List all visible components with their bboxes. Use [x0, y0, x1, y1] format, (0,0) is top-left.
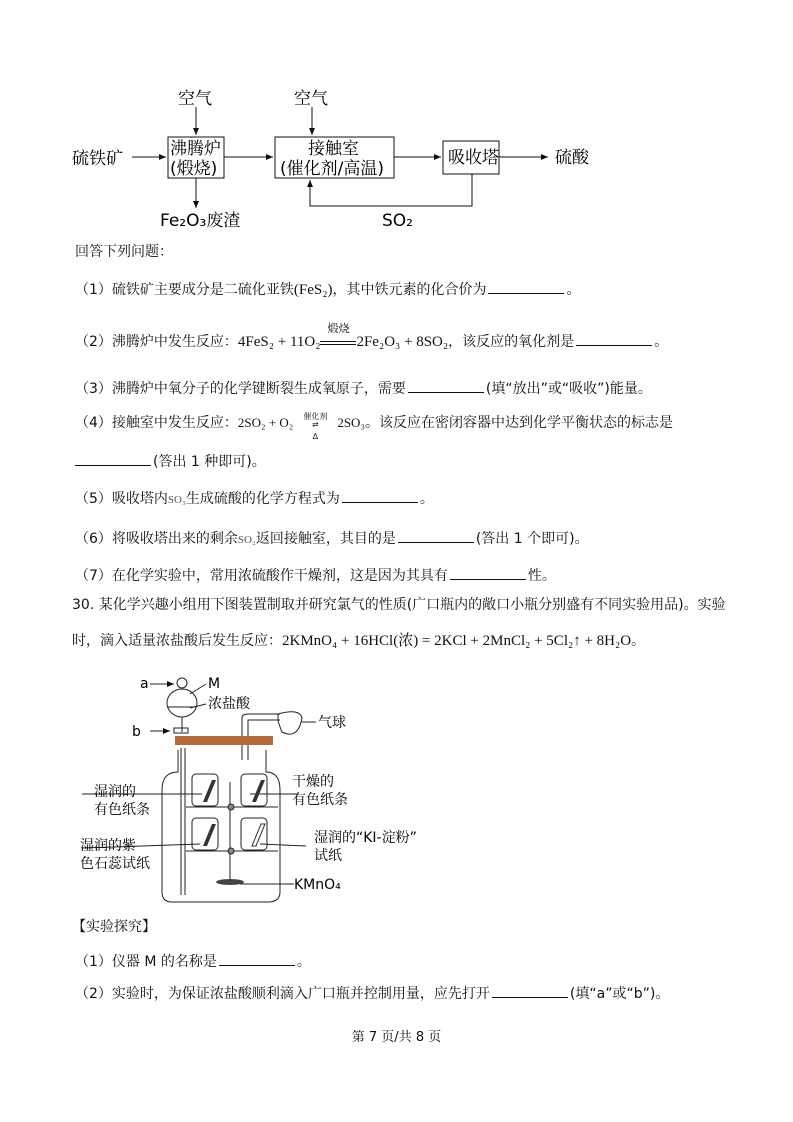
explore-question-1	[75, 951, 311, 971]
answer-blank[interactable]	[450, 565, 526, 580]
intro: 回答下列问题：	[75, 244, 173, 260]
q2-eq-left: 4FeS₂ + 11O₂	[237, 334, 321, 350]
q30-text: 时，滴入适量浓盐酸后发生反应：	[72, 633, 282, 649]
litmus-label-1: 湿润的紫	[80, 838, 136, 854]
q1-formula: (FeS₂)	[293, 282, 333, 298]
question-4	[75, 412, 673, 441]
air-label-2: 空气	[294, 89, 328, 109]
section-title: 【实验探究】	[72, 919, 156, 935]
q2-text: （2）沸腾炉中发生反应：	[75, 334, 238, 350]
contact-label: 接触室	[308, 139, 359, 159]
explore-question-2	[75, 983, 669, 1003]
apparatus-diagram	[70, 670, 450, 910]
answer-blank[interactable]	[408, 378, 484, 393]
e2-text: （2）实验时，为保证浓盐酸顺利滴入广口瓶并控制用量，应先打开	[75, 986, 490, 1002]
wet-paper-label-2: 有色纸条	[94, 802, 150, 818]
q6-text: （6）将吸收塔出来的剩余	[75, 531, 238, 547]
question-30-line1: 30. 某化学兴趣小组用下图装置制取并研究氯气的性质(广口瓶内的敞口小瓶分别盛有不同实验用品)。实验	[72, 597, 726, 613]
page-footer: 第 7 页/共 8 页	[351, 1030, 442, 1045]
q2-eq-right: 2Fe₂O₃ + 8SO₂	[356, 334, 449, 350]
q4-eq-left: 2SO₂ + O₂	[237, 415, 294, 430]
balloon-label: 气球	[318, 715, 346, 731]
q4-cond-top: 催化剂	[303, 412, 328, 421]
answer-blank[interactable]	[342, 488, 418, 503]
answer-blank[interactable]	[219, 951, 295, 966]
hcl-label: 浓盐酸	[208, 696, 250, 712]
process-flow-diagram	[60, 80, 620, 240]
q4-text-3: (答出 1 种即可)。	[153, 454, 266, 470]
ki-paper-label-2: 试纸	[314, 848, 342, 864]
question-2	[75, 322, 669, 352]
question-1	[75, 279, 580, 299]
q3-text: （3）沸腾炉中氧分子的化学键断裂生成氧原子，需要	[75, 381, 406, 397]
q2-cond-text: 煅烧	[327, 322, 350, 335]
question-4-cont	[75, 451, 266, 471]
contact-sub-label: (催化剂/高温)	[280, 159, 384, 179]
stopper	[175, 736, 273, 745]
q6-formula: SO₂	[237, 534, 256, 546]
kmno4-label: KMnO₄	[294, 877, 341, 893]
litmus-label-2: 色石蕊试纸	[80, 856, 150, 872]
q7-text: （7）在化学实验中，常用浓硫酸作干燥剂，这是因为其具有	[75, 568, 448, 584]
answer-blank[interactable]	[488, 279, 564, 294]
question-5	[75, 488, 434, 509]
answer-blank[interactable]	[75, 451, 151, 466]
air-label-1: 空气	[178, 89, 212, 109]
residue-label: Fe₂O₃废渣	[160, 211, 241, 231]
question-6	[75, 528, 589, 549]
ore-label: 硫铁矿	[72, 149, 123, 169]
answer-blank[interactable]	[576, 331, 652, 346]
q1-text: （1）硫铁矿主要成分是二硫化亚铁	[75, 282, 294, 298]
q4-text: （4）接触室中发生反应：	[75, 415, 238, 431]
q4-condition: 催化剂 ⇌ Δ	[293, 416, 337, 434]
q4-cond-bottom: Δ	[312, 432, 319, 441]
q5-formula: SO₃	[167, 494, 186, 506]
wet-paper-label-1: 湿润的	[94, 784, 136, 800]
q2-end: 。	[654, 334, 669, 350]
valve-b-label: b	[132, 724, 141, 740]
q30-end: 。	[631, 633, 646, 649]
tower-label: 吸收塔	[448, 148, 499, 168]
answer-blank[interactable]	[492, 983, 568, 998]
furnace-sub-label: (煅烧)	[170, 159, 218, 179]
furnace-label: 沸腾炉	[170, 139, 221, 159]
q7-text-2: 性。	[527, 568, 556, 584]
q4-eq-right: 2SO₃	[337, 415, 365, 430]
question-7	[75, 565, 556, 585]
dry-paper-label-2: 有色纸条	[292, 792, 348, 808]
valve-a-label: a	[140, 676, 149, 692]
acid-label: 硫酸	[555, 148, 589, 168]
question-3	[75, 378, 652, 398]
dry-paper-label-1: 干燥的	[292, 774, 334, 790]
q5-text-2: 生成硫酸的化学方程式为	[185, 491, 340, 507]
q2-text-2: ，该反应的氧化剂是	[448, 334, 575, 350]
q1-text-2: ，其中铁元素的化合价为	[332, 282, 487, 298]
e1-text: （1）仪器 M 的名称是	[75, 954, 217, 970]
q6-text-2: 返回接触室，其目的是	[255, 531, 396, 547]
q4-text-2: 。该反应在密闭容器中达到化学平衡状态的标志是	[364, 415, 673, 431]
q5-end: 。	[419, 491, 434, 507]
instrument-m-label: M	[208, 676, 221, 692]
ki-paper-label-1: 湿润的“KI-淀粉”	[314, 830, 417, 846]
q1-end: 。	[566, 282, 581, 298]
e1-end: 。	[296, 954, 311, 970]
q5-text: （5）吸收塔内	[75, 491, 168, 507]
so2-label: SO₂	[382, 211, 413, 231]
q2-condition	[320, 322, 356, 352]
question-30-line2	[72, 632, 645, 650]
answer-blank[interactable]	[398, 528, 474, 543]
e2-end: (填“a”或“b”)。	[569, 986, 670, 1002]
q6-text-3: (答出 1 个即可)。	[475, 531, 589, 547]
q3-text-2: (填“放出”或“吸收”)能量。	[485, 381, 652, 397]
q30-equation: 2KMnO₄ + 16HCl(浓) = 2KCl + 2MnCl₂ + 5Cl₂↑ + 8H₂O	[282, 633, 632, 649]
